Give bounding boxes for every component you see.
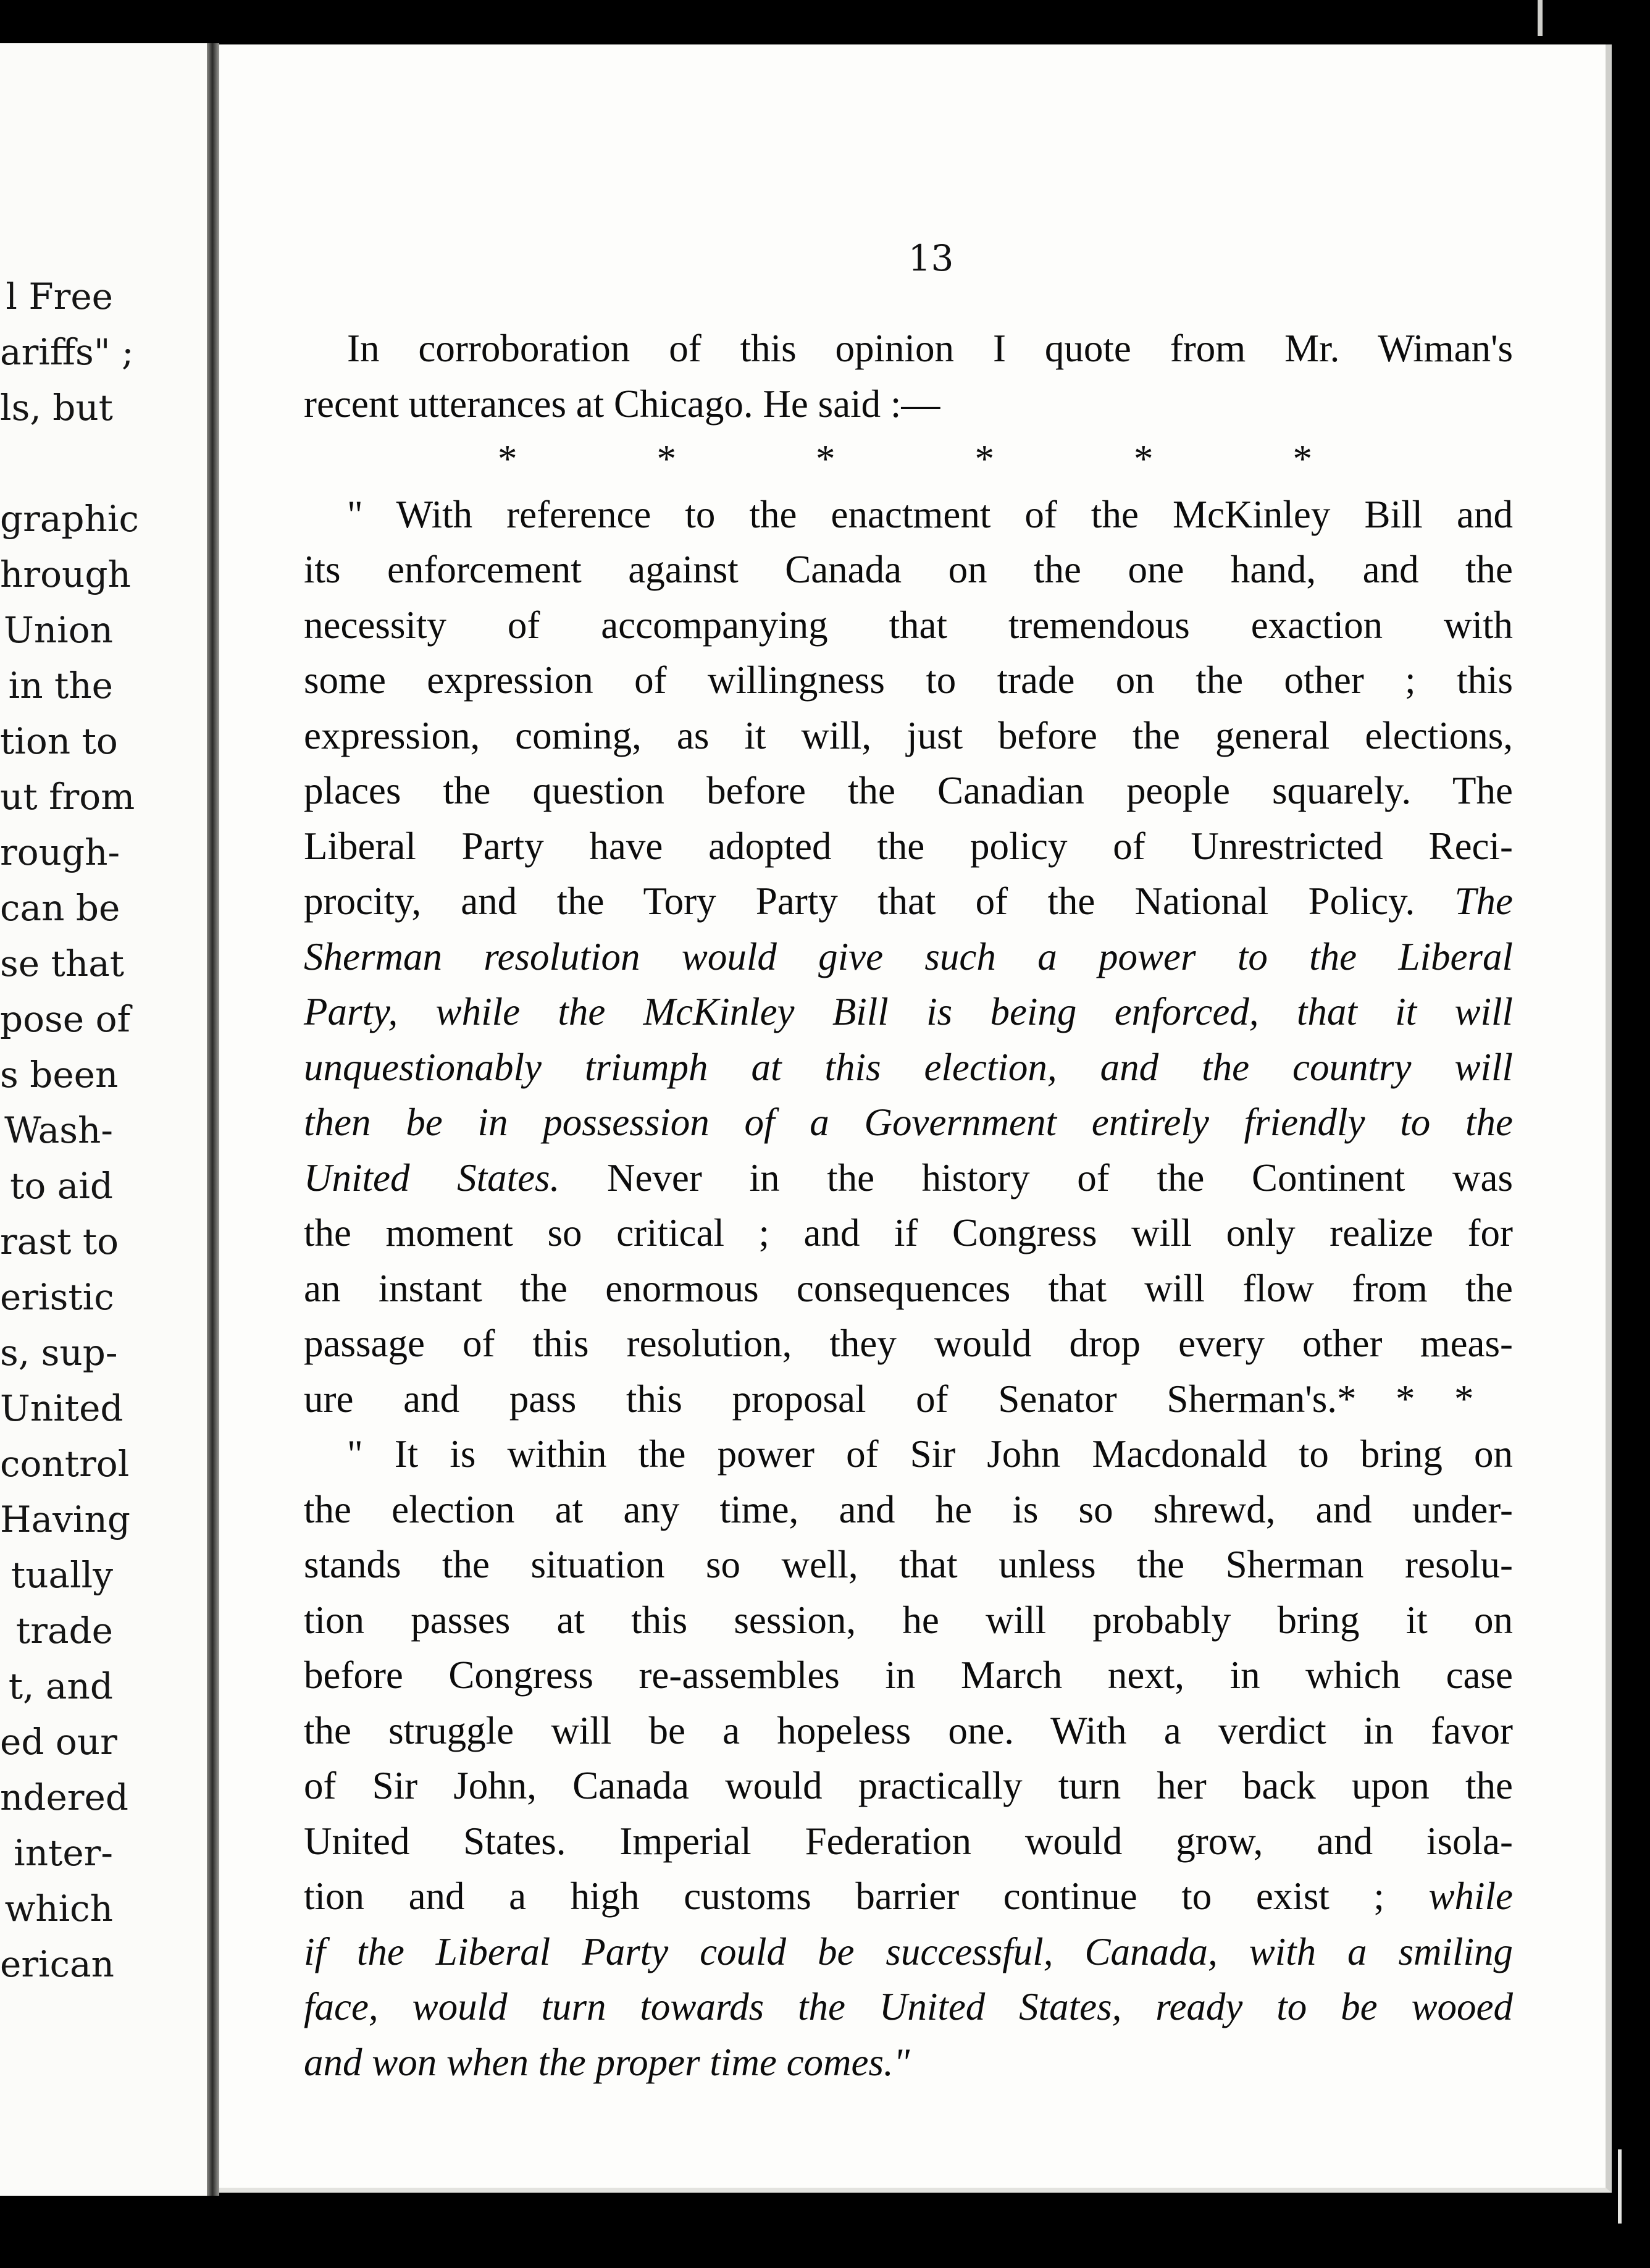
left-line: rough-	[0, 831, 120, 873]
text-line	[304, 874, 1513, 930]
previous-page-fragment	[0, 43, 211, 2196]
scan-artifact	[1618, 2149, 1622, 2224]
left-line: tion to	[0, 720, 118, 762]
star-mark: *	[1454, 1377, 1474, 1421]
left-line: t, and	[8, 1665, 113, 1707]
left-line: ut from	[0, 776, 135, 818]
text-line: of Sir John, Canada would practically turn her back upon the	[304, 1764, 1513, 1807]
left-line: Wash-	[4, 1109, 113, 1151]
text-line: its enforcement against Canada on the one hand, and the	[304, 548, 1513, 591]
ellipsis-stars	[304, 432, 1513, 487]
star-mark: *	[974, 437, 994, 481]
text-line: the struggle will be a hopeless one. With a verdict in favor	[304, 1708, 1513, 1752]
star-mark: *	[1292, 437, 1312, 481]
left-line: pose of	[0, 998, 130, 1040]
text-line	[304, 1372, 1513, 1427]
left-line: tually	[10, 1554, 113, 1596]
left-line: inter-	[14, 1832, 113, 1874]
text-line: In corroboration of this opinion I quote from Mr. Wiman's	[347, 327, 1513, 370]
text-line: expression, coming, as it will, just before the general elections,	[304, 713, 1513, 757]
text-line: before Congress re-assembles in March next, in which case	[304, 1653, 1513, 1697]
left-line: erican	[0, 1943, 115, 1985]
star-mark: *	[816, 437, 835, 481]
text-line: stands the situation so well, that unless the Sherman resolu-	[304, 1543, 1513, 1586]
text-line: tion passes at this session, he will probably bring it on	[304, 1598, 1513, 1642]
left-line: eristic	[0, 1276, 114, 1318]
page-number: 13	[908, 237, 954, 279]
left-line: control	[0, 1443, 130, 1485]
text-line: some expression of willingness to trade on the other ; this	[304, 658, 1513, 702]
text-line: recent utterances at Chicago. He said :—	[304, 382, 940, 426]
left-line: ed our	[0, 1721, 117, 1763]
italic-segment: The	[1454, 880, 1513, 923]
left-line: s, sup-	[0, 1332, 118, 1374]
italic-line: and won when the proper time comes."	[304, 2040, 910, 2084]
italic-line: Sherman resolution would give such a power to the Liberal	[304, 934, 1513, 978]
italic-line: then be in possession of a Government entirely friendly to the	[304, 1101, 1513, 1144]
left-line: in the	[8, 665, 113, 707]
left-line: United	[0, 1387, 124, 1429]
left-line: se that	[0, 943, 125, 985]
text-line	[304, 1869, 1513, 1925]
ellipsis-stars-inline	[1337, 1377, 1513, 1421]
text-line: the election at any time, and he is so shrewd, and under-	[304, 1487, 1513, 1531]
text-line: United States. Imperial Federation would grow, and isola-	[304, 1819, 1513, 1863]
left-line: which	[4, 1888, 113, 1930]
left-line	[0, 435, 207, 491]
star-mark: *	[1134, 437, 1154, 481]
left-line: s been	[0, 1054, 119, 1096]
text-line: Liberal Party have adopted the policy of Unrestricted Reci-	[304, 824, 1513, 868]
text-line: an instant the enormous consequences that will flow from the	[304, 1266, 1513, 1310]
left-line: ariffs" ;	[0, 331, 134, 373]
left-line: hrough	[0, 553, 131, 595]
text-line: places the question before the Canadian people squarely. The	[304, 769, 1513, 812]
italic-line: face, would turn towards the United States, ready to be wooed	[304, 1985, 1513, 2028]
text-line: the moment so critical ; and if Congress will only realize for	[304, 1211, 1513, 1254]
left-line: Union	[3, 609, 113, 651]
text-line: " It is within the power of Sir John Macdonald to bring on	[347, 1432, 1513, 1476]
text-line	[304, 1151, 1513, 1206]
italic-line: unquestionably triumph at this election, and the country will	[304, 1045, 1513, 1089]
left-line: ndered	[0, 1776, 128, 1818]
left-line: Having	[0, 1498, 130, 1540]
text-line: " With reference to the enactment of the McKinley Bill and	[347, 492, 1513, 536]
text-line: passage of this resolution, they would drop every other meas-	[304, 1322, 1513, 1365]
left-line: rast to	[0, 1220, 119, 1262]
book-gutter	[207, 43, 219, 2196]
scan-artifact	[1538, 0, 1543, 36]
body-text	[304, 321, 1513, 2090]
text-segment: tion and a high customs barrier continue to exist ;	[304, 1875, 1384, 1918]
star-mark: *	[1396, 1377, 1415, 1421]
star-mark: *	[656, 437, 676, 481]
italic-segment: while	[1428, 1875, 1513, 1918]
text-segment: ure and pass this proposal of Senator Sherman's.	[304, 1377, 1337, 1421]
text-segment: Never in the history of the Continent was	[606, 1156, 1514, 1199]
left-line: l Free	[6, 275, 113, 317]
left-line: ls, but	[0, 387, 113, 429]
current-page	[219, 44, 1612, 2193]
left-line: to aid	[10, 1165, 113, 1207]
italic-segment: United States.	[304, 1156, 560, 1199]
text-segment: procity, and the Tory Party that of the National Policy.	[304, 880, 1415, 923]
previous-page-text	[0, 269, 207, 1992]
star-mark: *	[498, 437, 517, 481]
italic-line: if the Liberal Party could be successful, Canada, with a smiling	[304, 1930, 1513, 1973]
left-line: trade	[15, 1610, 113, 1652]
star-mark: *	[1337, 1377, 1357, 1421]
text-line: necessity of accompanying that tremendous exaction with	[304, 603, 1513, 647]
left-line: graphic	[0, 498, 139, 540]
italic-line: Party, while the McKinley Bill is being enforced, that it will	[304, 990, 1513, 1033]
left-line: can be	[0, 887, 120, 929]
